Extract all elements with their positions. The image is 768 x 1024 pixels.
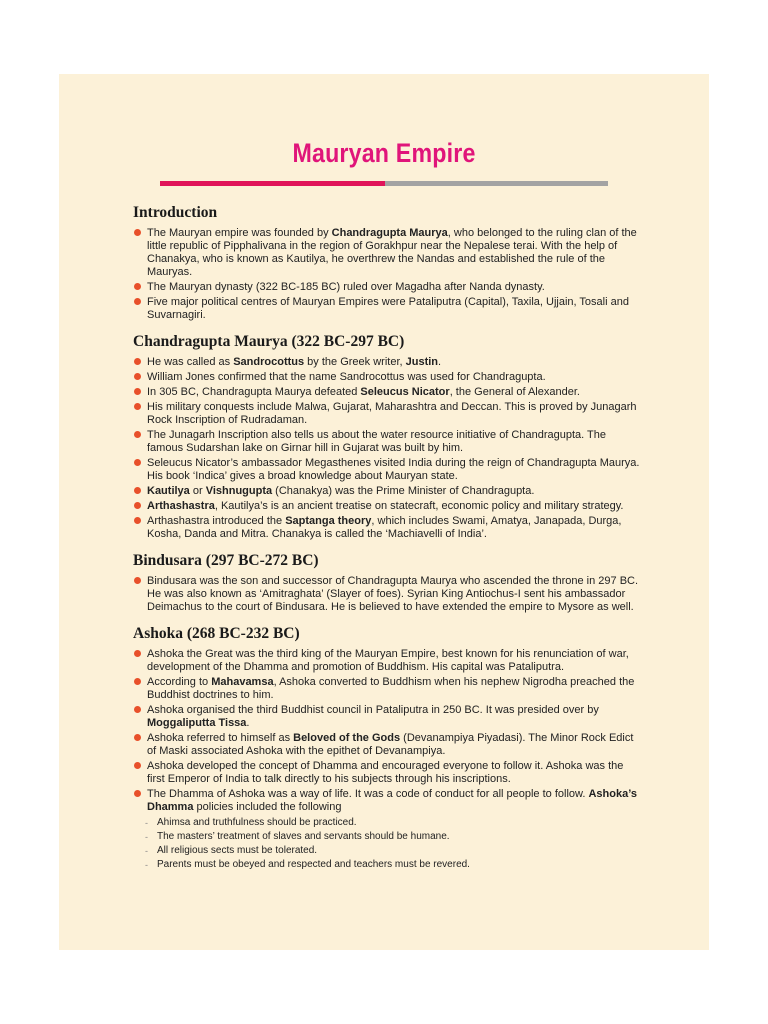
- dash-icon: -: [145, 846, 148, 856]
- sub-list-text: The masters’ treatment of slaves and servants should be humane.: [157, 831, 450, 842]
- sub-list-item: [147, 858, 643, 872]
- bullet-dot-icon: [134, 502, 141, 509]
- dash-icon: -: [145, 832, 148, 842]
- bullet-list: [133, 648, 643, 872]
- bullet-dot-icon: [134, 403, 141, 410]
- bullet-dot-icon: [134, 459, 141, 466]
- bold-term: Chandragupta Maurya: [331, 227, 448, 239]
- bold-term: Sandrocottus: [233, 356, 305, 368]
- bullet-dot-icon: [134, 229, 141, 236]
- list-item: William Jones confirmed that the name Sandrocottus was used for Chandragupta.: [133, 371, 643, 384]
- list-item: Ashoka referred to himself as Beloved of the Gods (Devanampiya Piyadasi). The Minor Rock Edict of Maski associated Ashoka with the epithet of Devanampiya.: [133, 732, 643, 758]
- list-item: The Mauryan empire was founded by Chandragupta Maurya, who belonged to the ruling clan of the little republic of Pipphalivana in the region of Gorakhpur near the Nepalese terai. With the help of Chanakya, who is known as Kautilya, he overthrew the Nandas and established the rule of the Mauryas.: [133, 227, 643, 279]
- list-item: Kautilya or Vishnugupta (Chanakya) was the Prime Minister of Chandragupta.: [133, 485, 643, 498]
- document-body: [133, 203, 643, 882]
- bullet-dot-icon: [134, 431, 141, 438]
- bold-term: Arthashastra: [147, 500, 215, 512]
- bullet-dot-icon: [134, 517, 141, 524]
- list-item: Seleucus Nicator’s ambassador Megasthenes visited India during the reign of Chandragupta Maurya. His book ‘Indica’ gives a broad knowledge about Mauryan state.: [133, 457, 643, 483]
- bold-term: Kautilya: [147, 485, 190, 497]
- title-rule-grey: [385, 181, 608, 186]
- list-item: The Mauryan dynasty (322 BC-185 BC) ruled over Magadha after Nanda dynasty.: [133, 281, 643, 294]
- dash-icon: -: [145, 818, 148, 828]
- list-item: He was called as Sandrocottus by the Greek writer, Justin.: [133, 356, 643, 369]
- list-item: The Dhamma of Ashoka was a way of life. It was a code of conduct for all people to follow. Ashoka’s Dhamma policies included the following - Ahimsa and truthfulness should be practiced. - The masters’ treatment of slaves and servants should be humane. - All religious sects must be tolerated. - Parents must be obeyed and respected and teachers must be revered.: [133, 788, 643, 872]
- bullet-dot-icon: [134, 577, 141, 584]
- list-item: His military conquests include Malwa, Gujarat, Maharashtra and Deccan. This is proved by Junagarh Rock Inscription of Rudradaman.: [133, 401, 643, 427]
- bold-term: Beloved of the Gods: [293, 732, 401, 744]
- section-heading: Ashoka (268 BC-232 BC): [133, 625, 300, 642]
- list-item: Ashoka developed the concept of Dhamma and encouraged everyone to follow it. Ashoka was the first Emperor of India to talk directly to his subjects through his inscriptions.: [133, 760, 643, 786]
- bullet-dot-icon: [134, 487, 141, 494]
- list-item: Arthashastra introduced the Saptanga theory, which includes Swami, Amatya, Janapada, Durga, Kosha, Danda and Mitra. Chanakya is called the ‘Machiavelli of India’.: [133, 515, 643, 541]
- title-rule-accent: [160, 181, 385, 186]
- sub-list-item: [147, 844, 643, 858]
- list-item: Ashoka the Great was the third king of the Mauryan Empire, best known for his renunciation of war, development of the Dhamma and promotion of Buddhism. His capital was Pataliputra.: [133, 648, 643, 674]
- bold-term: Justin: [405, 356, 439, 368]
- list-item: According to Mahavamsa, Ashoka converted to Buddhism when his nephew Nigrodha preached the Buddhist doctrines to him.: [133, 676, 643, 702]
- list-item: The Junagarh Inscription also tells us about the water resource initiative of Chandragupta. The famous Sudarshan lake on Girnar hill in Gujarat was built by him.: [133, 429, 643, 455]
- section-heading: Chandragupta Maurya (322 BC-297 BC): [133, 333, 405, 350]
- list-item: In 305 BC, Chandragupta Maurya defeated Seleucus Nicator, the General of Alexander.: [133, 386, 643, 399]
- bullet-dot-icon: [134, 790, 141, 797]
- bold-term: Moggaliputta Tissa: [147, 717, 247, 729]
- bold-term: Mahavamsa: [211, 676, 274, 688]
- bullet-dot-icon: [134, 283, 141, 290]
- list-item: Bindusara was the son and successor of Chandragupta Maurya who ascended the throne in 297 BC. He was also known as ‘Amitraghata’ (Slayer of foes). Syrian King Antiochus-I sent his ambassador Deimachus to the court of Bindusara. He is believed to have extended the empire to Mysore as well.: [133, 575, 643, 614]
- list-item: Arthashastra, Kautilya’s is an ancient treatise on statecraft, economic policy and military strategy.: [133, 500, 643, 513]
- bold-term: Ashoka’s Dhamma: [147, 788, 637, 813]
- bullet-dot-icon: [134, 734, 141, 741]
- bullet-dot-icon: [134, 358, 141, 365]
- bullet-dot-icon: [134, 678, 141, 685]
- sub-list-text: Ahimsa and truthfulness should be practiced.: [157, 817, 357, 828]
- bullet-list: [133, 575, 643, 614]
- bullet-list: [133, 227, 643, 322]
- bold-term: Seleucus Nicator: [360, 386, 450, 398]
- bold-term: Vishnugupta: [205, 485, 273, 497]
- list-item: Ashoka organised the third Buddhist council in Pataliputra in 250 BC. It was presided over by Moggaliputta Tissa.: [133, 704, 643, 730]
- section-heading: Bindusara (297 BC-272 BC): [133, 552, 319, 569]
- dash-icon: -: [145, 860, 148, 870]
- bullet-dot-icon: [134, 650, 141, 657]
- bullet-dot-icon: [134, 388, 141, 395]
- sub-list-item: [147, 816, 643, 830]
- bold-term: Saptanga theory: [285, 515, 372, 527]
- page-title: Mauryan Empire: [292, 138, 476, 168]
- bullet-dot-icon: [134, 373, 141, 380]
- bullet-list: [133, 356, 643, 541]
- sub-list-text: Parents must be obeyed and respected and teachers must be revered.: [157, 859, 470, 870]
- bullet-dot-icon: [134, 762, 141, 769]
- section-heading: Introduction: [133, 204, 218, 221]
- sub-list-item: [147, 830, 643, 844]
- sub-list: [147, 816, 643, 872]
- sub-list-text: All religious sects must be tolerated.: [157, 845, 318, 856]
- bullet-dot-icon: [134, 706, 141, 713]
- bullet-dot-icon: [134, 298, 141, 305]
- list-item: Five major political centres of Mauryan Empires were Pataliputra (Capital), Taxila, Ujjain, Tosali and Suvarnagiri.: [133, 296, 643, 322]
